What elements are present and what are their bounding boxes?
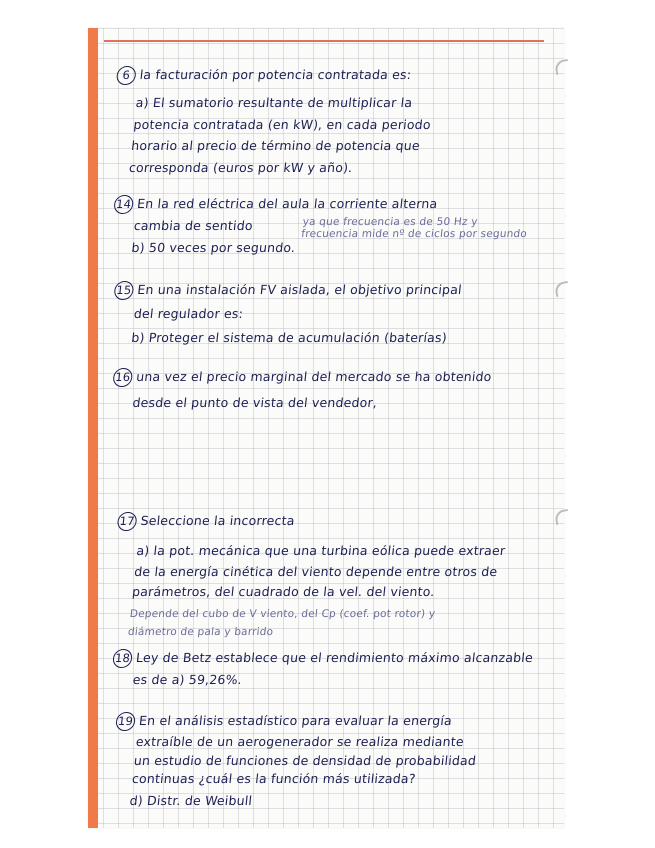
note-line: frecuencia mide nº de ciclos por segundo [300, 228, 528, 240]
answer-line: a) la pot. mecánica que una turbina eólica puede extraer [135, 543, 507, 558]
correction-line: diámetro de pala y barrido [127, 625, 274, 638]
question-text: desde el punto de vista del vendedor, [131, 395, 378, 410]
question-text: del regulador es: [133, 306, 244, 321]
answer-line: horario al precio de término de potencia que [130, 138, 421, 153]
correction-line: Depende del cubo de V viento, del Cp (coef. pot rotor) y [129, 607, 436, 620]
question-number: 16 [112, 368, 133, 387]
question-6 [106, 66, 557, 175]
answer-line: corresponda (euros por kW y año). [128, 159, 354, 175]
question-number: 14 [113, 195, 134, 214]
margin-strip [88, 28, 98, 828]
question-15 [109, 281, 556, 345]
question-text: Ley de Betz establece que el rendimiento máximo alcanzable [135, 650, 534, 665]
question-text: En una instalación FV aislada, el objetivo principal [136, 282, 463, 297]
note-line: ya que frecuencia es de 50 Hz y [302, 216, 479, 228]
question-text: Seleccione la incorrecta [139, 513, 296, 528]
question-16 [110, 368, 554, 411]
question-text: continuas ¿cuál es la función más utilizada? [131, 771, 417, 786]
answer-line: a) El sumatorio resultante de multiplicar la [135, 95, 414, 110]
question-17 [105, 512, 558, 638]
answer-line: es de a) 59,26%. [132, 672, 243, 687]
question-19 [107, 712, 557, 808]
question-text: cambia de sentido [133, 218, 254, 233]
answer-line: parámetros, del cuadrado de la vel. del viento. [131, 584, 436, 599]
question-18 [110, 649, 554, 688]
answer-line: potencia contratada (en kW), en cada periodo [132, 116, 432, 132]
question-text: extraíble de un aerogenerador se realiza mediante [135, 734, 465, 749]
margin-note [301, 216, 544, 240]
answer-line: d) Distr. de Weibull [129, 792, 254, 808]
question-number: 17 [117, 512, 138, 531]
question-number: 19 [115, 712, 136, 731]
answer-line: de la energía cinética del viento depende entre otros de [133, 563, 499, 579]
top-rule [104, 40, 544, 42]
answer-line: b) 50 veces por segundo. [130, 239, 297, 255]
question-text: un estudio de funciones de densidad de probabilidad [133, 752, 477, 768]
question-number: 15 [113, 281, 134, 300]
question-number: 6 [116, 66, 137, 85]
question-text: En la red eléctrica del aula la corriente alterna [136, 196, 439, 211]
answer-line: b) Proteger el sistema de acumulación (baterías) [130, 329, 448, 345]
question-number: 18 [112, 649, 133, 668]
question-text: la facturación por potencia contratada es: [139, 67, 413, 82]
question-text: una vez el precio marginal del mercado se ha obtenido [135, 369, 493, 384]
question-text: En el análisis estadístico para evaluar la energía [138, 713, 453, 728]
